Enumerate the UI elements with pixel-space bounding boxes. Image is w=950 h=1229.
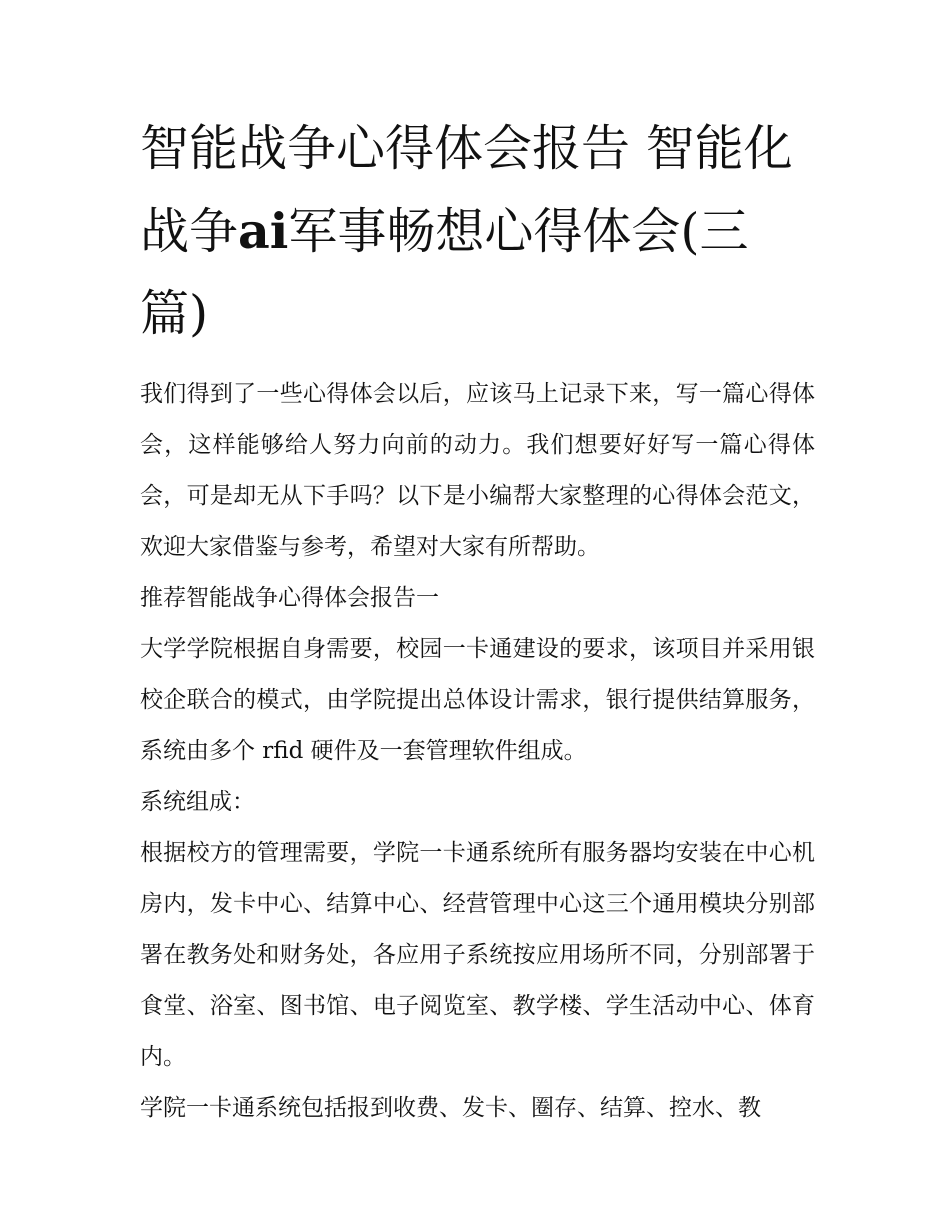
document-title	[140, 108, 815, 355]
intro-paragraph: 我们得到了一些心得体会以后，应该马上记录下来，写一篇心得体会，这样能够给人努力向前的动力。我们想要好好写一篇心得体会，可是却无从下手吗？以下是小编帮大家整理的心得体会范文，欢迎大家借鉴与参考，希望对大家有所帮助。	[140, 381, 815, 560]
body-paragraph-2: 根据校方的管理需要，学院一卡通系统所有服务器均安装在中心机房内，发卡中心、结算中心、经营管理中心这三个通用模块分别部署在教务处和财务处，各应用子系统按应用场所不同，分别部署于食堂、浴室、图书馆、电子阅览室、教学楼、学生活动中心、体育内。	[140, 840, 815, 1070]
body-paragraph-1: 大学学院根据自身需要，校园一卡通建设的要求，该项目并采用银校企联合的模式，由学院提出总体设计需求，银行提供结算服务，系统由多个 rfid 硬件及一套管理软件组成。	[140, 636, 815, 764]
title-text-part2: 军事畅想心得体会(三篇)	[140, 203, 749, 342]
section-heading: 推荐智能战争心得体会报告一	[140, 585, 439, 611]
subheading: 系统组成：	[140, 789, 255, 815]
document-page	[140, 108, 815, 1134]
body-paragraph-3: 学院一卡通系统包括报到收费、发卡、圈存、结算、控水、教	[140, 1095, 761, 1121]
title-text-part1: 智能战争心得体会报告 智能化战争	[140, 120, 793, 260]
title-text-bold: ai	[238, 202, 289, 260]
